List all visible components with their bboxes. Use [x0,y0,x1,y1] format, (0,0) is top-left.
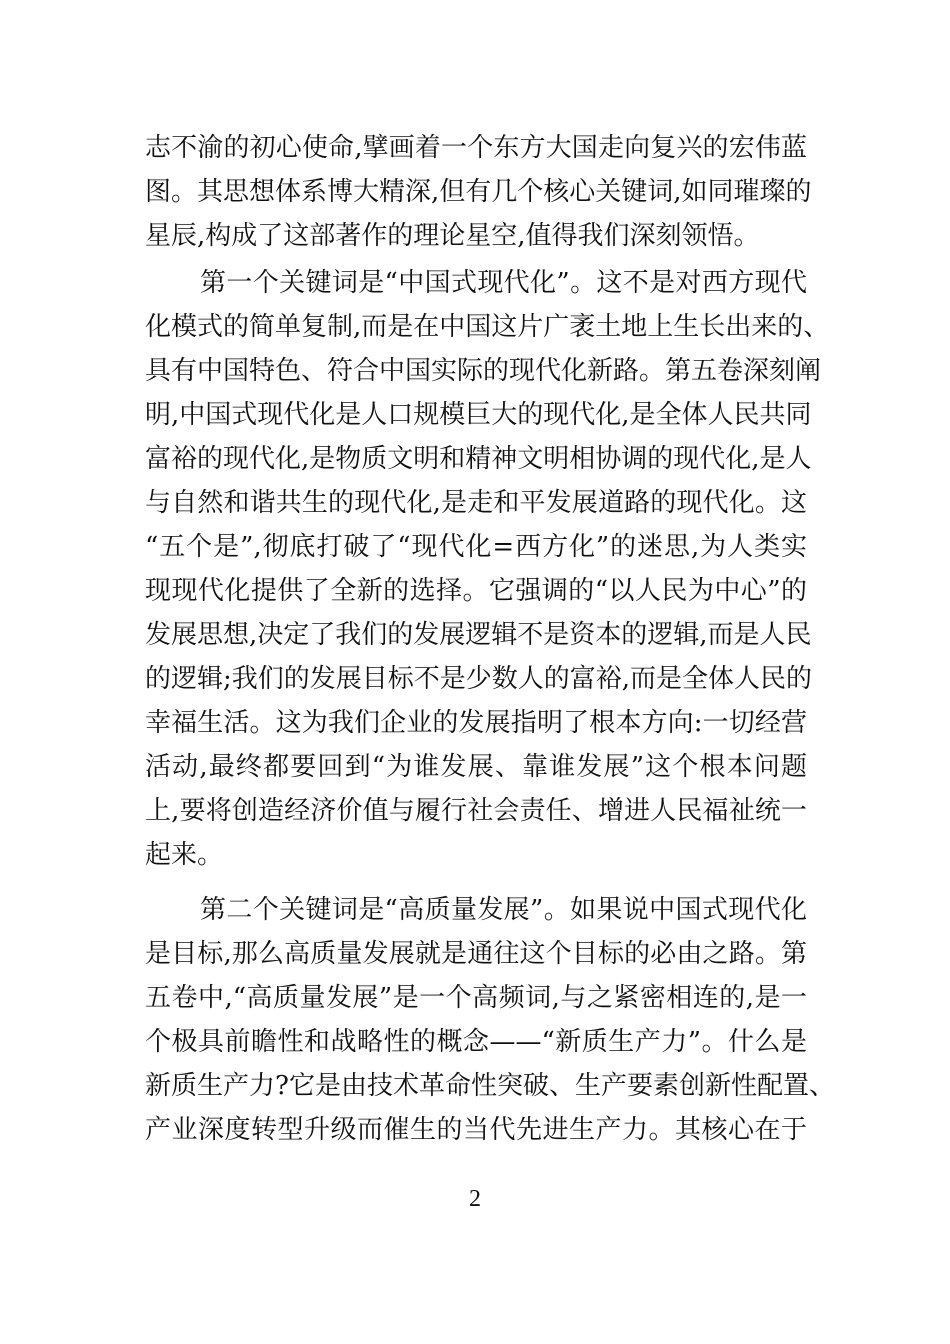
paragraph-chinese-modernization [145,261,830,877]
text-line: 的逻辑;我们的发展目标不是少数人的富裕,而是全体人民的 [145,664,813,694]
text-line: 志不渝的初心使命,擘画着一个东方大国走向复兴的宏伟蓝 [145,133,807,163]
text-line: 与自然和谐共生的现代化,是走和平发展道路的现代化。这 [145,488,807,518]
text-line: 产业深度转型升级而催生的当代先进生产力。其核心在于 [145,1115,807,1145]
paragraph-intro [145,126,812,258]
text-line: 第一个关键词是“中国式现代化”。这不是对西方现代 [200,268,807,298]
text-line: 现现代化提供了全新的选择。它强调的“以人民为中心”的 [145,576,807,606]
text-line: 新质生产力?它是由技术革命性突破、生产要素创新性配置、 [145,1071,835,1101]
text-line: 明,中国式现代化是人口规模巨大的现代化,是全体人民共同 [145,400,812,430]
text-line: “五个是”,彻底打破了“现代化=西方化”的迷思,为人类实 [145,532,807,562]
text-line: 活动,最终都要回到“为谁发展、靠谁发展”这个根本问题 [145,752,807,782]
text-line: 具有中国特色、符合中国实际的现代化新路。第五卷深刻阐 [145,356,822,386]
text-line: 幸福生活。这为我们企业的发展指明了根本方向:一切经营 [145,708,807,738]
paragraph-high-quality-development [145,888,835,1152]
text-line: 第二个关键词是“高质量发展”。如果说中国式现代化 [200,895,807,925]
text-line: 起来。 [145,840,224,870]
text-line: 上,要将创造经济价值与履行社会责任、增进人民福祉统一 [145,796,807,826]
text-line: 个极具前瞻性和战略性的概念——“新质生产力”。什么是 [145,1027,807,1057]
text-line: 图。其思想体系博大精深,但有几个核心关键词,如同璀璨的 [145,177,812,207]
text-line: 富裕的现代化,是物质文明和精神文明相协调的现代化,是人 [145,444,812,474]
text-line: 星辰,构成了这部著作的理论星空,值得我们深刻领悟。 [145,221,760,251]
text-line: 是目标,那么高质量发展就是通往这个目标的必由之路。第 [145,939,807,969]
page-number: 2 [469,1186,481,1212]
text-line: 发展思想,决定了我们的发展逻辑不是资本的逻辑,而是人民 [145,620,812,650]
text-line: 化模式的简单复制,而是在中国这片广袤土地上生长出来的、 [145,312,830,342]
text-line: 五卷中,“高质量发展”是一个高频词,与之紧密相连的,是一 [145,983,807,1013]
